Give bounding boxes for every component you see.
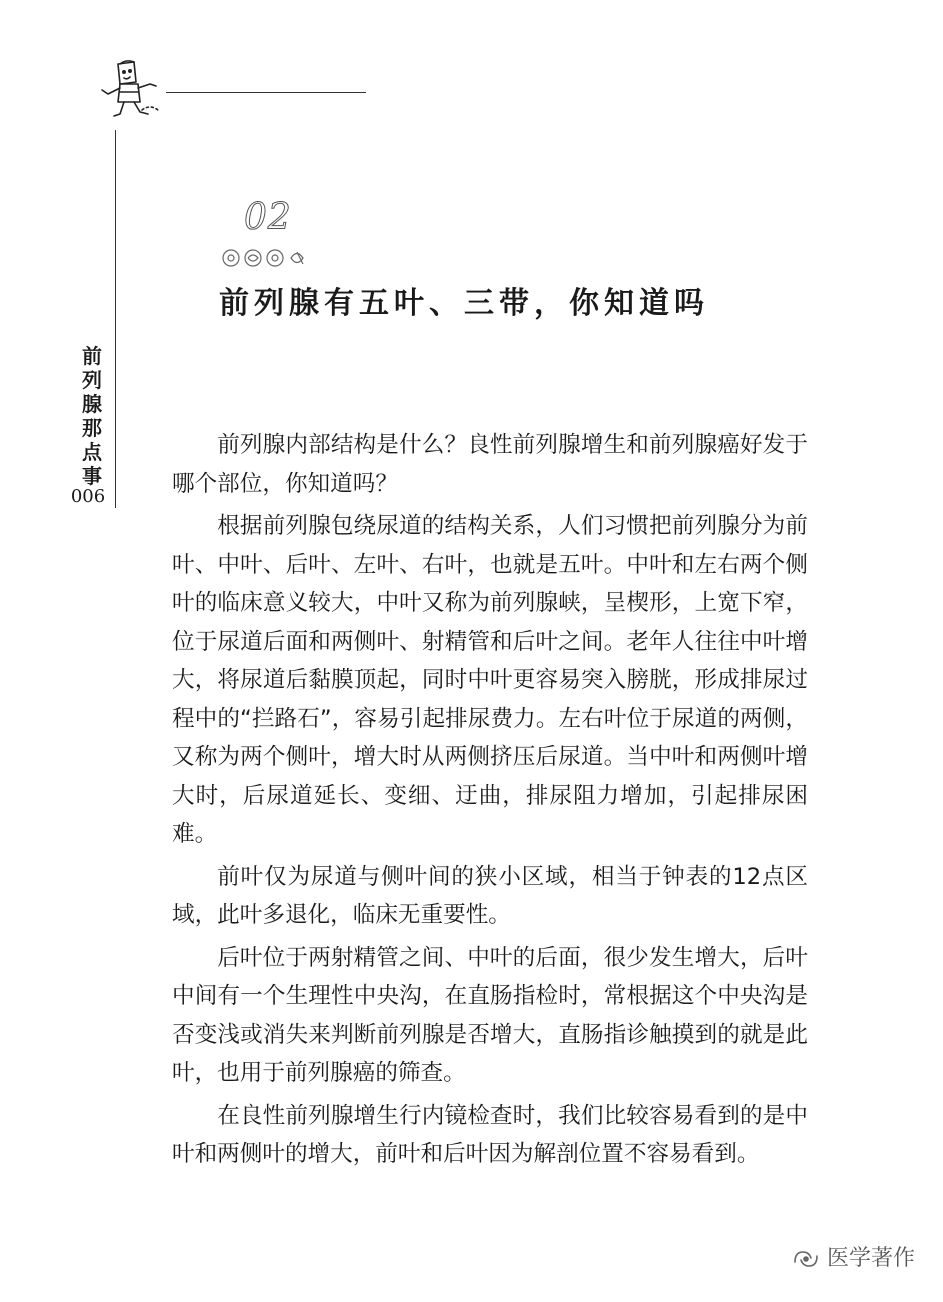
paragraph: 前列腺内部结构是什么？良性前列腺增生和前列腺癌好发于哪个部位，你知道吗？	[172, 432, 808, 497]
paragraph: 根据前列腺包绕尿道的结构关系，人们习惯把前列腺分为前叶、中叶、后叶、左叶、右叶，也就是五叶。中叶和左右两个侧叶的临床意义较大，中叶又称为前列腺峡，呈楔形，上宽下窄，位于尿道后面和两侧叶、射精管和后叶之间。老年人往往中叶增大，将尿道后黏膜顶起，同时中叶更容易突入膀胱，形成排尿过程中的“拦路石”，容易引起排尿费力。左右叶位于尿道的两侧，又称为两个侧叶，增大时从两侧挤压后尿道。当中叶和两侧叶增大时，后尿道延长、变细、迂曲，排尿阻力增加，引起排尿困难。	[172, 513, 808, 847]
paragraph: 前叶仅为尿道与侧叶间的狭小区域，相当于钟表的12点区域，此叶多退化，临床无重要性。	[172, 863, 808, 928]
chapter-number: 02	[244, 197, 292, 238]
body-text	[172, 426, 808, 1178]
header-rule	[166, 92, 366, 93]
page-number: 006	[70, 486, 106, 507]
section-title: 前列腺有五叶、三带，你知道吗	[219, 286, 709, 321]
flower-ornament-icon	[219, 246, 315, 270]
watermark-text: 医学著作	[826, 1246, 915, 1271]
paragraph: 后叶位于两射精管之间、中叶的后面，很少发生增大，后叶中间有一个生理性中央沟，在直肠指检时，常根据这个中央沟是否变浅或消失来判断前列腺是否增大，直肠指诊触摸到的就是此叶，也用于前列腺癌的筛查。	[172, 944, 808, 1086]
wechat-channel-icon	[791, 1246, 821, 1272]
watermark	[791, 1244, 915, 1274]
paragraph: 在良性前列腺增生行内镜检查时，我们比较容易看到的是中叶和两侧叶的增大，前叶和后叶因为解剖位置不容易看到。	[172, 1102, 808, 1167]
cartoon-mascot-icon	[98, 58, 168, 124]
margin-rule	[115, 130, 116, 508]
running-title: 前列腺那点事	[82, 344, 102, 488]
